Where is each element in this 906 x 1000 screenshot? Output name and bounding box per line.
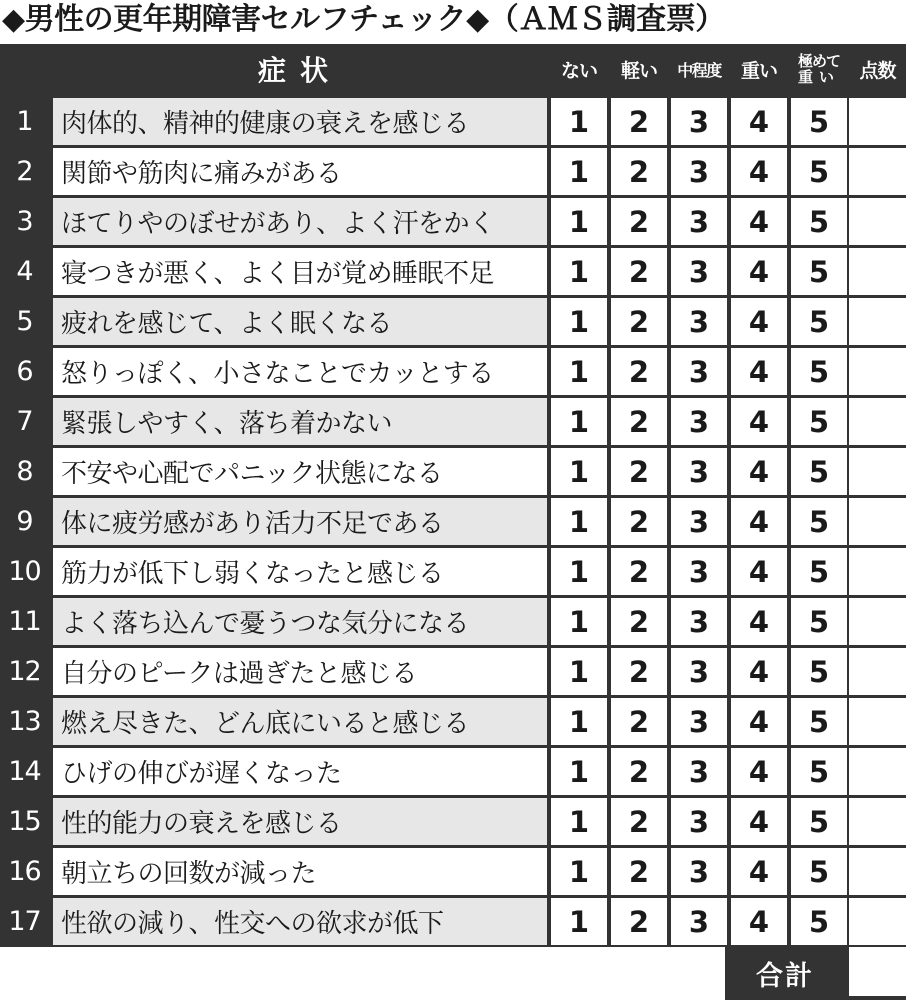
total-label-box bbox=[725, 947, 845, 1000]
score-option-none[interactable]: 1 bbox=[551, 748, 607, 795]
row-number: 13 bbox=[8, 706, 41, 737]
total-label: 合計 bbox=[756, 961, 814, 992]
score-option-none[interactable]: 1 bbox=[551, 798, 607, 845]
symptom-text: 筋力が低下し弱くなったと感じる bbox=[53, 548, 547, 595]
row-number: 14 bbox=[8, 756, 41, 787]
table-row bbox=[0, 798, 906, 845]
ams-checklist-table bbox=[0, 44, 906, 947]
score-option-severe[interactable]: 4 bbox=[731, 648, 787, 695]
table-row bbox=[0, 548, 906, 595]
page-title: ◆男性の更年期障害セルフチェック◆（ＡＭＳ調査票） bbox=[2, 2, 725, 37]
table-row bbox=[0, 598, 906, 645]
points-input-cell[interactable] bbox=[849, 698, 906, 745]
row-number: 8 bbox=[16, 456, 33, 487]
points-input-cell[interactable] bbox=[849, 598, 906, 645]
score-option-extreme[interactable]: 5 bbox=[791, 498, 847, 545]
score-option-severe[interactable]: 4 bbox=[731, 198, 787, 245]
score-option-severe[interactable]: 4 bbox=[731, 148, 787, 195]
score-option-moderate[interactable]: 3 bbox=[671, 98, 727, 145]
score-option-extreme[interactable]: 5 bbox=[791, 698, 847, 745]
score-option-extreme[interactable]: 5 bbox=[791, 248, 847, 295]
score-option-none[interactable]: 1 bbox=[551, 848, 607, 895]
score-option-severe[interactable]: 4 bbox=[731, 548, 787, 595]
score-option-moderate[interactable]: 3 bbox=[671, 548, 727, 595]
score-option-mild[interactable]: 2 bbox=[611, 348, 667, 395]
score-option-extreme[interactable]: 5 bbox=[791, 198, 847, 245]
header-level-extreme bbox=[791, 44, 847, 94]
symptom-text: 怒りっぽく、小さなことでカッとする bbox=[53, 348, 547, 395]
symptom-text: 燃え尽きた、どん底にいると感じる bbox=[53, 698, 547, 745]
score-option-extreme[interactable]: 5 bbox=[791, 298, 847, 345]
score-option-moderate[interactable]: 3 bbox=[671, 398, 727, 445]
table-row bbox=[0, 448, 906, 495]
score-option-moderate[interactable]: 3 bbox=[671, 798, 727, 845]
row-number: 5 bbox=[16, 306, 33, 337]
score-option-mild[interactable]: 2 bbox=[611, 748, 667, 795]
symptom-text: ひげの伸びが遅くなった bbox=[53, 748, 547, 795]
total-score-box bbox=[845, 947, 906, 1000]
row-number: 3 bbox=[16, 206, 33, 237]
row-number: 6 bbox=[16, 356, 33, 387]
symptom-text: 寝つきが悪く、よく目が覚め睡眠不足 bbox=[53, 248, 547, 295]
row-number: 15 bbox=[8, 806, 41, 837]
score-option-mild[interactable]: 2 bbox=[611, 548, 667, 595]
table-row bbox=[0, 348, 906, 395]
score-option-extreme[interactable]: 5 bbox=[791, 98, 847, 145]
score-option-moderate[interactable]: 3 bbox=[671, 498, 727, 545]
symptom-text: 朝立ちの回数が減った bbox=[53, 848, 547, 895]
table-row bbox=[0, 748, 906, 795]
points-input-cell[interactable] bbox=[849, 148, 906, 195]
score-option-extreme[interactable]: 5 bbox=[791, 398, 847, 445]
score-option-moderate[interactable]: 3 bbox=[671, 898, 727, 945]
score-option-severe[interactable]: 4 bbox=[731, 248, 787, 295]
points-input-cell[interactable] bbox=[849, 298, 906, 345]
score-option-none[interactable]: 1 bbox=[551, 598, 607, 645]
score-option-mild[interactable]: 2 bbox=[611, 198, 667, 245]
score-option-mild[interactable]: 2 bbox=[611, 848, 667, 895]
score-option-none[interactable]: 1 bbox=[551, 448, 607, 495]
row-number: 7 bbox=[16, 406, 33, 437]
score-option-moderate[interactable]: 3 bbox=[671, 148, 727, 195]
row-number: 10 bbox=[8, 556, 41, 587]
score-option-extreme[interactable]: 5 bbox=[791, 648, 847, 695]
score-option-severe[interactable]: 4 bbox=[731, 748, 787, 795]
table-row bbox=[0, 898, 906, 945]
score-option-moderate[interactable]: 3 bbox=[671, 748, 727, 795]
score-option-mild[interactable]: 2 bbox=[611, 798, 667, 845]
points-input-cell[interactable] bbox=[849, 898, 906, 945]
points-input-cell[interactable] bbox=[849, 848, 906, 895]
symptom-text: 自分のピークは過ぎたと感じる bbox=[53, 648, 547, 695]
score-option-mild[interactable]: 2 bbox=[611, 598, 667, 645]
score-option-severe[interactable]: 4 bbox=[731, 898, 787, 945]
points-input-cell[interactable] bbox=[849, 198, 906, 245]
score-option-extreme[interactable]: 5 bbox=[791, 548, 847, 595]
symptom-text: 緊張しやすく、落ち着かない bbox=[53, 398, 547, 445]
points-input-cell[interactable] bbox=[849, 398, 906, 445]
row-number: 16 bbox=[8, 856, 41, 887]
symptom-text: 肉体的、精神的健康の衰えを感じる bbox=[53, 98, 547, 145]
table-row bbox=[0, 398, 906, 445]
score-option-severe[interactable]: 4 bbox=[731, 348, 787, 395]
score-option-none[interactable]: 1 bbox=[551, 648, 607, 695]
score-option-severe[interactable]: 4 bbox=[731, 398, 787, 445]
total-score-field[interactable] bbox=[849, 947, 906, 996]
score-option-extreme[interactable]: 5 bbox=[791, 748, 847, 795]
table-row bbox=[0, 98, 906, 145]
header-level-mild: 軽い bbox=[620, 59, 657, 82]
score-option-mild[interactable]: 2 bbox=[611, 148, 667, 195]
header-level-none: ない bbox=[560, 59, 597, 82]
score-option-mild[interactable]: 2 bbox=[611, 898, 667, 945]
score-option-mild[interactable]: 2 bbox=[611, 448, 667, 495]
points-input-cell[interactable] bbox=[849, 648, 906, 695]
score-option-none[interactable]: 1 bbox=[551, 148, 607, 195]
score-option-none[interactable]: 1 bbox=[551, 398, 607, 445]
score-option-extreme[interactable]: 5 bbox=[791, 848, 847, 895]
symptom-text: 関節や筋肉に痛みがある bbox=[53, 148, 547, 195]
row-number: 12 bbox=[8, 656, 41, 687]
points-input-cell[interactable] bbox=[849, 448, 906, 495]
symptom-text: よく落ち込んで憂うつな気分になる bbox=[53, 598, 547, 645]
points-input-cell[interactable] bbox=[849, 548, 906, 595]
score-option-extreme[interactable]: 5 bbox=[791, 148, 847, 195]
header-level-extreme-line1: 極めて bbox=[797, 52, 840, 70]
points-input-cell[interactable] bbox=[849, 798, 906, 845]
points-input-cell[interactable] bbox=[849, 748, 906, 795]
score-option-moderate[interactable]: 3 bbox=[671, 648, 727, 695]
score-option-extreme[interactable]: 5 bbox=[791, 348, 847, 395]
score-option-none[interactable]: 1 bbox=[551, 548, 607, 595]
row-number: 4 bbox=[16, 256, 33, 287]
table-row bbox=[0, 298, 906, 345]
row-number: 1 bbox=[16, 106, 33, 137]
table-row bbox=[0, 148, 906, 195]
score-option-moderate[interactable]: 3 bbox=[671, 198, 727, 245]
score-option-severe[interactable]: 4 bbox=[731, 298, 787, 345]
score-option-none[interactable]: 1 bbox=[551, 348, 607, 395]
score-option-severe[interactable]: 4 bbox=[731, 598, 787, 645]
symptom-text: 体に疲労感があり活力不足である bbox=[53, 498, 547, 545]
header-level-extreme-line2: 重い bbox=[797, 68, 840, 86]
score-option-moderate[interactable]: 3 bbox=[671, 848, 727, 895]
score-option-mild[interactable]: 2 bbox=[611, 248, 667, 295]
points-input-cell[interactable] bbox=[849, 498, 906, 545]
table-row bbox=[0, 248, 906, 295]
symptom-text: ほてりやのぼせがあり、よく汗をかく bbox=[53, 198, 547, 245]
score-option-severe[interactable]: 4 bbox=[731, 848, 787, 895]
score-option-none[interactable]: 1 bbox=[551, 198, 607, 245]
row-number: 17 bbox=[8, 906, 41, 937]
score-option-none[interactable]: 1 bbox=[551, 698, 607, 745]
score-option-moderate[interactable]: 3 bbox=[671, 348, 727, 395]
score-option-moderate[interactable]: 3 bbox=[671, 298, 727, 345]
symptom-text: 疲れを感じて、よく眠くなる bbox=[53, 298, 547, 345]
score-option-severe[interactable]: 4 bbox=[731, 98, 787, 145]
score-option-moderate[interactable]: 3 bbox=[671, 698, 727, 745]
score-option-extreme[interactable]: 5 bbox=[791, 598, 847, 645]
row-number: 9 bbox=[16, 506, 33, 537]
score-option-severe[interactable]: 4 bbox=[731, 798, 787, 845]
score-option-none[interactable]: 1 bbox=[551, 248, 607, 295]
score-option-moderate[interactable]: 3 bbox=[671, 248, 727, 295]
score-option-mild[interactable]: 2 bbox=[611, 398, 667, 445]
score-option-none[interactable]: 1 bbox=[551, 98, 607, 145]
table-row bbox=[0, 848, 906, 895]
score-option-extreme[interactable]: 5 bbox=[791, 798, 847, 845]
score-option-severe[interactable]: 4 bbox=[731, 448, 787, 495]
header-points: 点数 bbox=[859, 59, 896, 82]
table-row bbox=[0, 498, 906, 545]
table-row bbox=[0, 698, 906, 745]
score-option-moderate[interactable]: 3 bbox=[671, 448, 727, 495]
points-input-cell[interactable] bbox=[849, 248, 906, 295]
score-option-moderate[interactable]: 3 bbox=[671, 598, 727, 645]
score-option-mild[interactable]: 2 bbox=[611, 698, 667, 745]
score-option-mild[interactable]: 2 bbox=[611, 298, 667, 345]
points-input-cell[interactable] bbox=[849, 98, 906, 145]
table-row bbox=[0, 198, 906, 245]
symptom-text: 性欲の減り、性交への欲求が低下 bbox=[53, 898, 547, 945]
score-option-mild[interactable]: 2 bbox=[611, 498, 667, 545]
row-number: 11 bbox=[8, 606, 41, 637]
score-option-mild[interactable]: 2 bbox=[611, 98, 667, 145]
header-level-moderate: 中程度 bbox=[677, 60, 721, 80]
symptom-text: 性的能力の衰えを感じる bbox=[53, 798, 547, 845]
symptom-text: 不安や心配でパニック状態になる bbox=[53, 448, 547, 495]
score-option-mild[interactable]: 2 bbox=[611, 648, 667, 695]
row-number: 2 bbox=[16, 156, 33, 187]
score-option-extreme[interactable]: 5 bbox=[791, 898, 847, 945]
header-symptom: 症状 bbox=[257, 54, 342, 87]
score-option-extreme[interactable]: 5 bbox=[791, 448, 847, 495]
score-option-none[interactable]: 1 bbox=[551, 898, 607, 945]
table-row bbox=[0, 648, 906, 695]
score-option-none[interactable]: 1 bbox=[551, 298, 607, 345]
header-level-severe: 重い bbox=[740, 59, 777, 82]
score-option-severe[interactable]: 4 bbox=[731, 498, 787, 545]
points-input-cell[interactable] bbox=[849, 348, 906, 395]
score-option-severe[interactable]: 4 bbox=[731, 698, 787, 745]
score-option-none[interactable]: 1 bbox=[551, 498, 607, 545]
